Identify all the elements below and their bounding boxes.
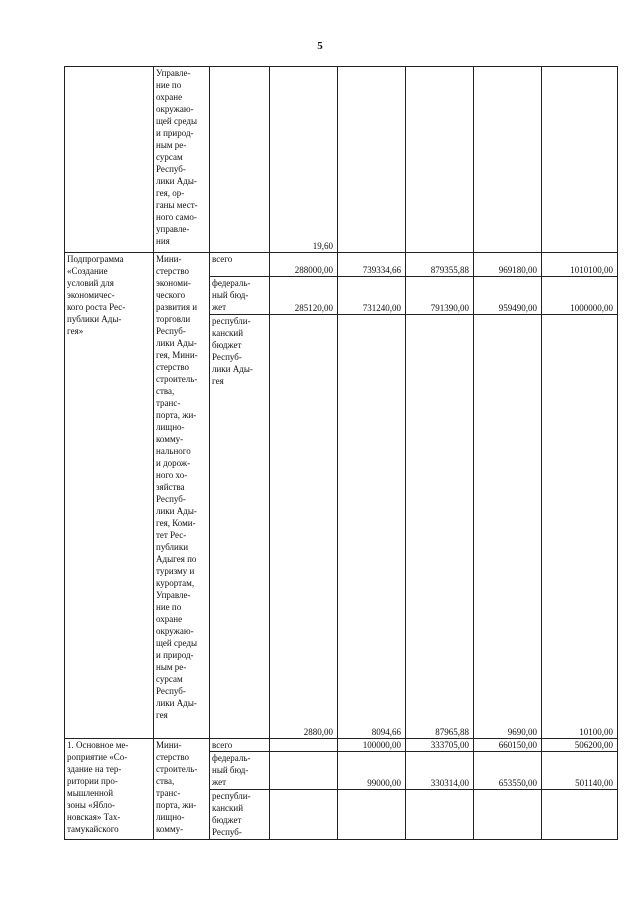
value-cell: 87965,88 — [406, 315, 474, 739]
value-cell — [338, 790, 406, 840]
value-cell: 731240,00 — [338, 277, 406, 315]
source-cell: федераль- ный бюд- жет — [210, 752, 270, 790]
program-table — [64, 66, 618, 840]
source-cell: всего — [210, 253, 270, 277]
source-cell: республи- канский бюджет Респуб- лики Ады- гея — [210, 315, 270, 739]
table-row — [65, 739, 618, 752]
measure-name: 1. Основное ме- роприятие «Со- здание на тер- ритории про- мышленной зоны «Ябло- новская» Тах- тамукайского — [65, 739, 154, 840]
value-cell — [474, 67, 542, 253]
source-cell — [210, 67, 270, 253]
value-cell: 506200,00 — [542, 739, 618, 752]
value-cell: 959490,00 — [474, 277, 542, 315]
value-cell: 100000,00 — [338, 739, 406, 752]
value-cell: 653550,00 — [474, 752, 542, 790]
value-cell — [338, 67, 406, 253]
value-cell: 288000,00 — [270, 253, 338, 277]
value-cell — [542, 67, 618, 253]
executor-cell: Управле- ние по охране окружаю- щей среды и природ- ным ре- сурсам Респуб- лики Ады- гея, ор- ганы мест- ного само- управле- ния — [154, 67, 210, 253]
value-cell: 333705,00 — [406, 739, 474, 752]
name-cell — [65, 67, 154, 253]
value-cell: 99000,00 — [338, 752, 406, 790]
page-number: 5 — [317, 40, 323, 52]
value-cell — [542, 790, 618, 840]
value-cell: 9690,00 — [474, 315, 542, 739]
value-cell — [270, 790, 338, 840]
value-cell: 739334,66 — [338, 253, 406, 277]
value-cell: 330314,00 — [406, 752, 474, 790]
value-cell — [270, 752, 338, 790]
value-cell: 879355,88 — [406, 253, 474, 277]
value-cell: 501140,00 — [542, 752, 618, 790]
value-cell: 2880,00 — [270, 315, 338, 739]
value-cell: 969180,00 — [474, 253, 542, 277]
value-cell: 1000000,00 — [542, 277, 618, 315]
source-cell: всего — [210, 739, 270, 752]
value-cell — [270, 739, 338, 752]
value-cell: 19,60 — [270, 67, 338, 253]
value-cell: 791390,00 — [406, 277, 474, 315]
value-cell — [406, 67, 474, 253]
value-cell: 285120,00 — [270, 277, 338, 315]
value-cell: 660150,00 — [474, 739, 542, 752]
table-row — [65, 253, 618, 277]
measure-executor: Мини- стерство строитель- ства, транс- порта, жи- лищно- комму- — [154, 739, 210, 840]
value-cell: 8094,66 — [338, 315, 406, 739]
subprogram-name: Подпрограмма «Создание условий для экономичес- кого роста Рес- публики Ады- гея» — [65, 253, 154, 739]
value-cell: 10100,00 — [542, 315, 618, 739]
value-cell — [406, 790, 474, 840]
value-cell — [474, 790, 542, 840]
source-cell: республи- канский бюджет Респуб- — [210, 790, 270, 840]
table-row — [65, 67, 618, 253]
source-cell: федераль- ный бюд- жет — [210, 277, 270, 315]
value-cell: 1010100,00 — [542, 253, 618, 277]
subprogram-executor: Мини- стерство экономи- ческого развития и торговли Респуб- лики Ады- гея, Мини- стерство строитель- ства, транс- порта, жи- лищно- комму- нального и дорож- ного хо- зяйства Респуб- лики Ады- гея, Коми- тет Рес- публики Адыгея по туризму и курортам, Управле- ние по охране окружаю- щей среды и природ- ным ре- сурсам Респуб- лики Ады- гея — [154, 253, 210, 739]
